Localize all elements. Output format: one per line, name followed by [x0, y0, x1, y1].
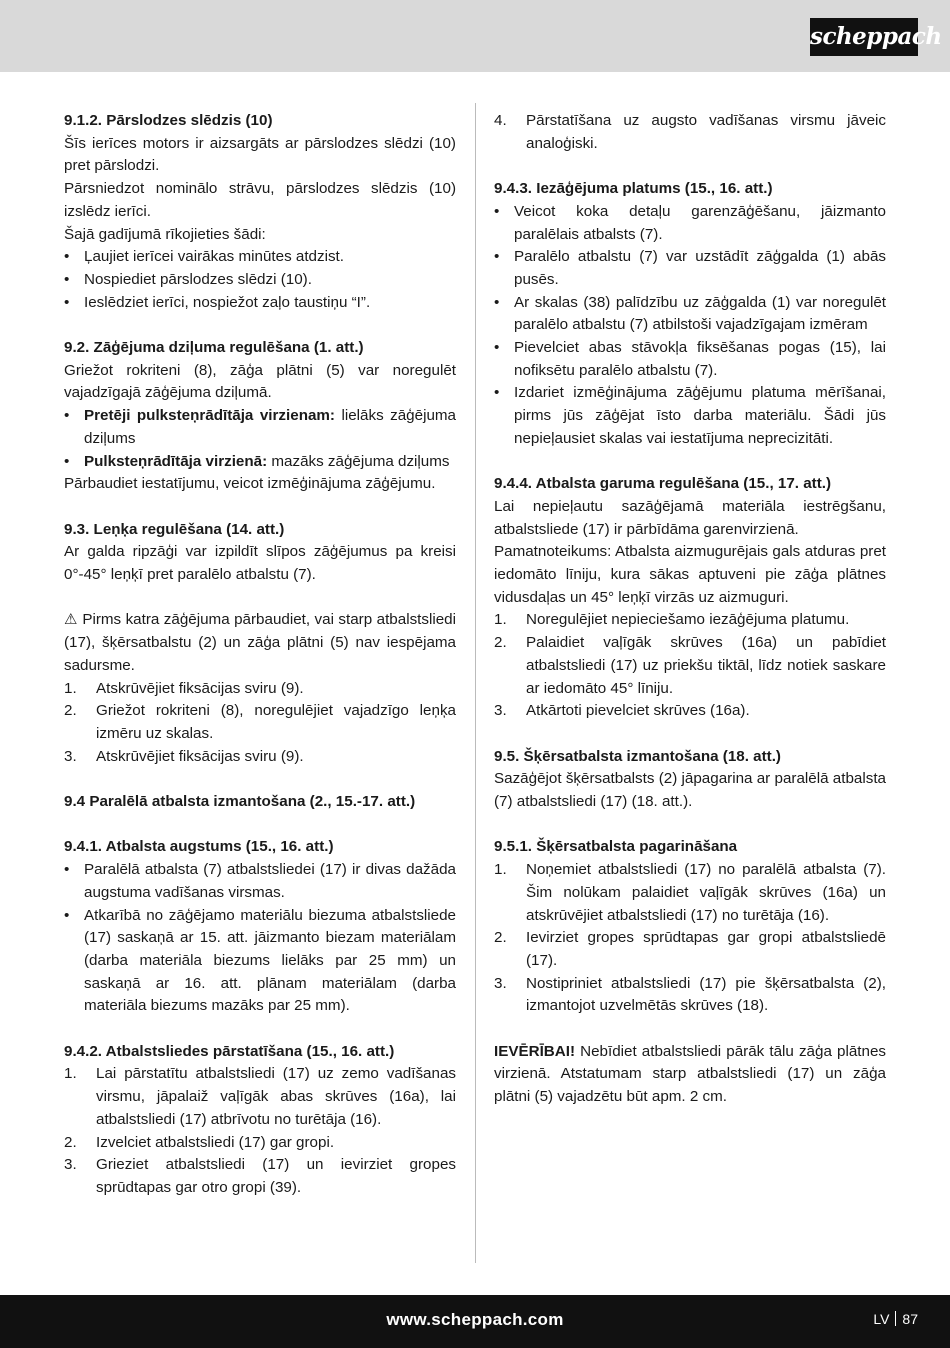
numbered-item: [494, 700, 886, 723]
numbered-item: [64, 678, 456, 701]
item-text: Atskrūvējiet fiksācijas sviru (9).: [96, 679, 304, 697]
column-divider: [475, 103, 476, 1263]
section-heading: 9.5. Šķērsatbalsta izmantošana (18. att.): [494, 747, 781, 765]
numbered-item: [64, 1063, 456, 1131]
section-heading: 9.5.1. Šķērsatbalsta pagarināšana: [494, 838, 738, 856]
bullet-text: lielāks zāģējuma dziļums: [84, 407, 456, 447]
item-number: 2.: [64, 702, 77, 720]
numbered-item: [494, 110, 886, 155]
bullet-item: [64, 405, 456, 450]
page-header: [0, 0, 950, 72]
section-heading: 9.2. Zāģējuma dziļuma regulēšana (1. att.): [64, 339, 364, 357]
item-number: 1.: [494, 861, 507, 879]
paragraph: Griežot rokriteni (8), zāģa plātni (5) var noregulēt vajadzīgajā zāģējuma dziļumā.: [64, 361, 456, 402]
item-number: 2.: [494, 929, 507, 947]
section-heading: 9.4.2. Atbalstsliedes pārstatīšana (15., 16. att.): [64, 1042, 395, 1060]
page-number: [873, 1311, 918, 1327]
page-footer: [0, 1295, 950, 1348]
numbered-item: [494, 927, 886, 972]
numbered-item: [64, 746, 456, 769]
paragraph: Ar galda ripzāģi var izpildīt slīpos zāģējumus pa kreisi 0°-45° leņķī pret paralēlo atbalstu (7).: [64, 543, 456, 584]
item-text: Pārstatīšana uz augsto vadīšanas virsmu jāveic analoģiski.: [526, 112, 886, 152]
paragraph: Pamatnoteikums: Atbalsta aizmugurējais gals atduras pret iedomāto līniju, kura sākas aptuveni pie zāģa plātnes vidusdaļas un 45° leņķī virzās uz aizmuguri.: [494, 543, 886, 606]
paragraph: Pārbaudiet iestatījumu, veicot izmēģinājuma zāģējumu.: [64, 475, 436, 493]
section-heading: 9.4.4. Atbalsta garuma regulēšana (15., 17. att.): [494, 475, 832, 493]
notice-paragraph: [494, 1041, 886, 1109]
numbered-item: [64, 700, 456, 745]
bullet-item: • Paralēlā atbalsta (7) atbalstsliedei (17) ir divas dažāda augstuma vadīšanas virsmas.: [64, 859, 456, 904]
bullet-item: • Nospiediet pārslodzes slēdzi (10).: [64, 269, 456, 292]
notice-label: IEVĒRĪBAI!: [494, 1042, 576, 1060]
numbered-item: [494, 859, 886, 927]
scheppach-logo: scheppach: [810, 18, 918, 56]
item-number: 3.: [494, 974, 507, 992]
item-number: 3.: [494, 702, 507, 720]
item-text: Atskrūvējiet fiksācijas sviru (9).: [96, 747, 304, 765]
item-text: Atkārtoti pievelciet skrūves (16a).: [526, 702, 750, 720]
notice-text: Nebīdiet atbalstsliedi pārāk tālu zāģa plātnes virzienā. Atstatumam starp atbalstsliedi (17) un zāģa plātni (5) vajadzētu būt apm. 2 cm.: [494, 1042, 886, 1106]
item-text: Nostipriniet atbalstsliedi (17) pie šķērsatbalsta (2), izmantojot uzvelmētās skrūves (18).: [526, 974, 886, 1015]
item-number: 3.: [64, 1156, 77, 1174]
item-number: 3.: [64, 747, 77, 765]
bullet-item: • Ļaujiet ierīcei vairākas minūtes atdzist.: [64, 246, 456, 269]
item-text: Palaidiet vaļīgāk skrūves (16a) un pabīdiet atbalstsliedi (17) uz priekšu tiktāl, līdz notiek saskare ar iedomāto 45° līniju.: [526, 634, 886, 697]
item-text: Noņemiet atbalstsliedi (17) no paralēlā atbalsta (7). Šim nolūkam palaidiet vaļīgāk skrūves (16a) un atskrūvējiet atbalstsliedi (17) no turētāja (16).: [526, 861, 886, 924]
numbered-item: [494, 609, 886, 632]
item-text: Lai pārstatītu atbalstsliedi (17) uz zemo vadīšanas virsmu, jāpalaiž vaļīgāk abas skrūves (16a), lai atbalstsliedi (17) atbrīvotu no turētāja (16).: [96, 1065, 456, 1128]
website-url: www.scheppach.com: [386, 1310, 564, 1329]
item-number: 1.: [64, 1065, 77, 1083]
bullet-item: • Ieslēdziet ierīci, nospiežot zaļo taustiņu “I”.: [64, 292, 456, 315]
paragraph: Sazāģējot šķērsatbalsts (2) jāpagarina ar paralēlā atbalsta (7) atbalstsliedi (17) (18. att.).: [494, 770, 886, 811]
item-text: Ievirziet gropes sprūdtapas gar gropi atbalstsliedē (17).: [526, 929, 886, 969]
item-number: 2.: [64, 1133, 77, 1151]
bullet-item: • Pievelciet abas stāvokļa fiksēšanas pogas (15), lai nofiksētu paralēlo atbalstu (7).: [494, 337, 886, 382]
item-number: 2.: [494, 634, 507, 652]
item-number: 1.: [64, 679, 77, 697]
page-number-value: 87: [902, 1311, 918, 1327]
paragraph: Pārsniedzot nominālo strāvu, pārslodzes slēdzis (10) izslēdz ierīci.: [64, 180, 456, 220]
paragraph: Šajā gadījumā rīkojieties šādi:: [64, 225, 266, 243]
section-heading: 9.4.1. Atbalsta augstums (15., 16. att.): [64, 838, 334, 856]
section-heading: 9.4.3. Iezāģējuma platums (15., 16. att.): [494, 180, 773, 198]
bullet-item: • Veicot koka detaļu garenzāģēšanu, jāizmanto paralēlais atbalsts (7).: [494, 201, 886, 246]
paragraph: Šīs ierīces motors ir aizsargāts ar pārslodzes slēdzi (10) pret pārslodzi.: [64, 134, 456, 175]
language-code: LV: [873, 1311, 890, 1327]
item-text: Izvelciet atbalstsliedi (17) gar gropi.: [96, 1133, 335, 1151]
left-column: [64, 110, 456, 1200]
bullet-bold-label: Pretēji pulksteņrādītāja virzienam:: [84, 407, 335, 425]
item-text: Griežot rokriteni (8), noregulējiet vajadzīgo leņķa izmēru uz skalas.: [96, 702, 456, 742]
warning-icon: ⚠: [64, 611, 78, 629]
warning-text: Pirms katra zāģējuma pārbaudiet, vai starp atbalstsliedi (17), šķērsatbalstu (2) un zāģa plātni (5) nav iespējama sadursme.: [64, 611, 456, 674]
bullet-item: • Izdariet izmēģinājuma zāģējumu platuma mērīšanai, pirms jūs zāģējat īsto darba materiālu. Šādi jūs nepieļausiet skalas vai iestatījuma neprecizitāti.: [494, 382, 886, 450]
numbered-item: [64, 1154, 456, 1199]
item-number: 4.: [494, 112, 507, 129]
bullet-bold-label: Pulksteņrādītāja virzienā:: [84, 452, 268, 470]
bullet-item: • Atkarībā no zāģējamo materiālu biezuma atbalstsliede (17) saskaņā ar 15. att. jāizmanto biezam materiālam (darba materiāla biezums lielāks par 25 mm) un saskaņā ar 16. att. plānam materiālam (darba materiāla biezums mazāks par 25 mm).: [64, 905, 456, 1019]
paragraph: Lai nepieļautu sazāģējamā materiāla iestrēgšanu, atbalstsliede (17) ir pārbīdāma garenvirzienā.: [494, 497, 886, 538]
bullet-item: • Paralēlo atbalstu (7) var uzstādīt zāģgalda (1) abās pusēs.: [494, 246, 886, 291]
numbered-item: [494, 632, 886, 700]
numbered-item: [64, 1132, 456, 1155]
numbered-item: [494, 973, 886, 1018]
item-text: Noregulējiet nepieciešamo iezāģējuma platumu.: [526, 611, 850, 629]
item-number: 1.: [494, 611, 507, 629]
item-text: Grieziet atbalstsliedi (17) un ievirziet gropes sprūdtapas gar otro gropi (39).: [96, 1156, 456, 1196]
bullet-item: • Ar skalas (38) palīdzību uz zāģgalda (1) var noregulēt paralēlo atbalstu (7) atbilstoši vajadzīgajam izmēram: [494, 292, 886, 337]
right-column: [494, 110, 886, 1109]
warning-paragraph: [64, 609, 456, 677]
bullet-item: [64, 451, 456, 474]
bullet-text: mazāks zāģējuma dziļums: [267, 452, 450, 470]
section-heading: 9.1.2. Pārslodzes slēdzis (10): [64, 112, 273, 129]
section-heading: 9.3. Leņķa regulēšana (14. att.): [64, 520, 285, 538]
section-heading: 9.4 Paralēlā atbalsta izmantošana (2., 15.-17. att.): [64, 793, 416, 811]
